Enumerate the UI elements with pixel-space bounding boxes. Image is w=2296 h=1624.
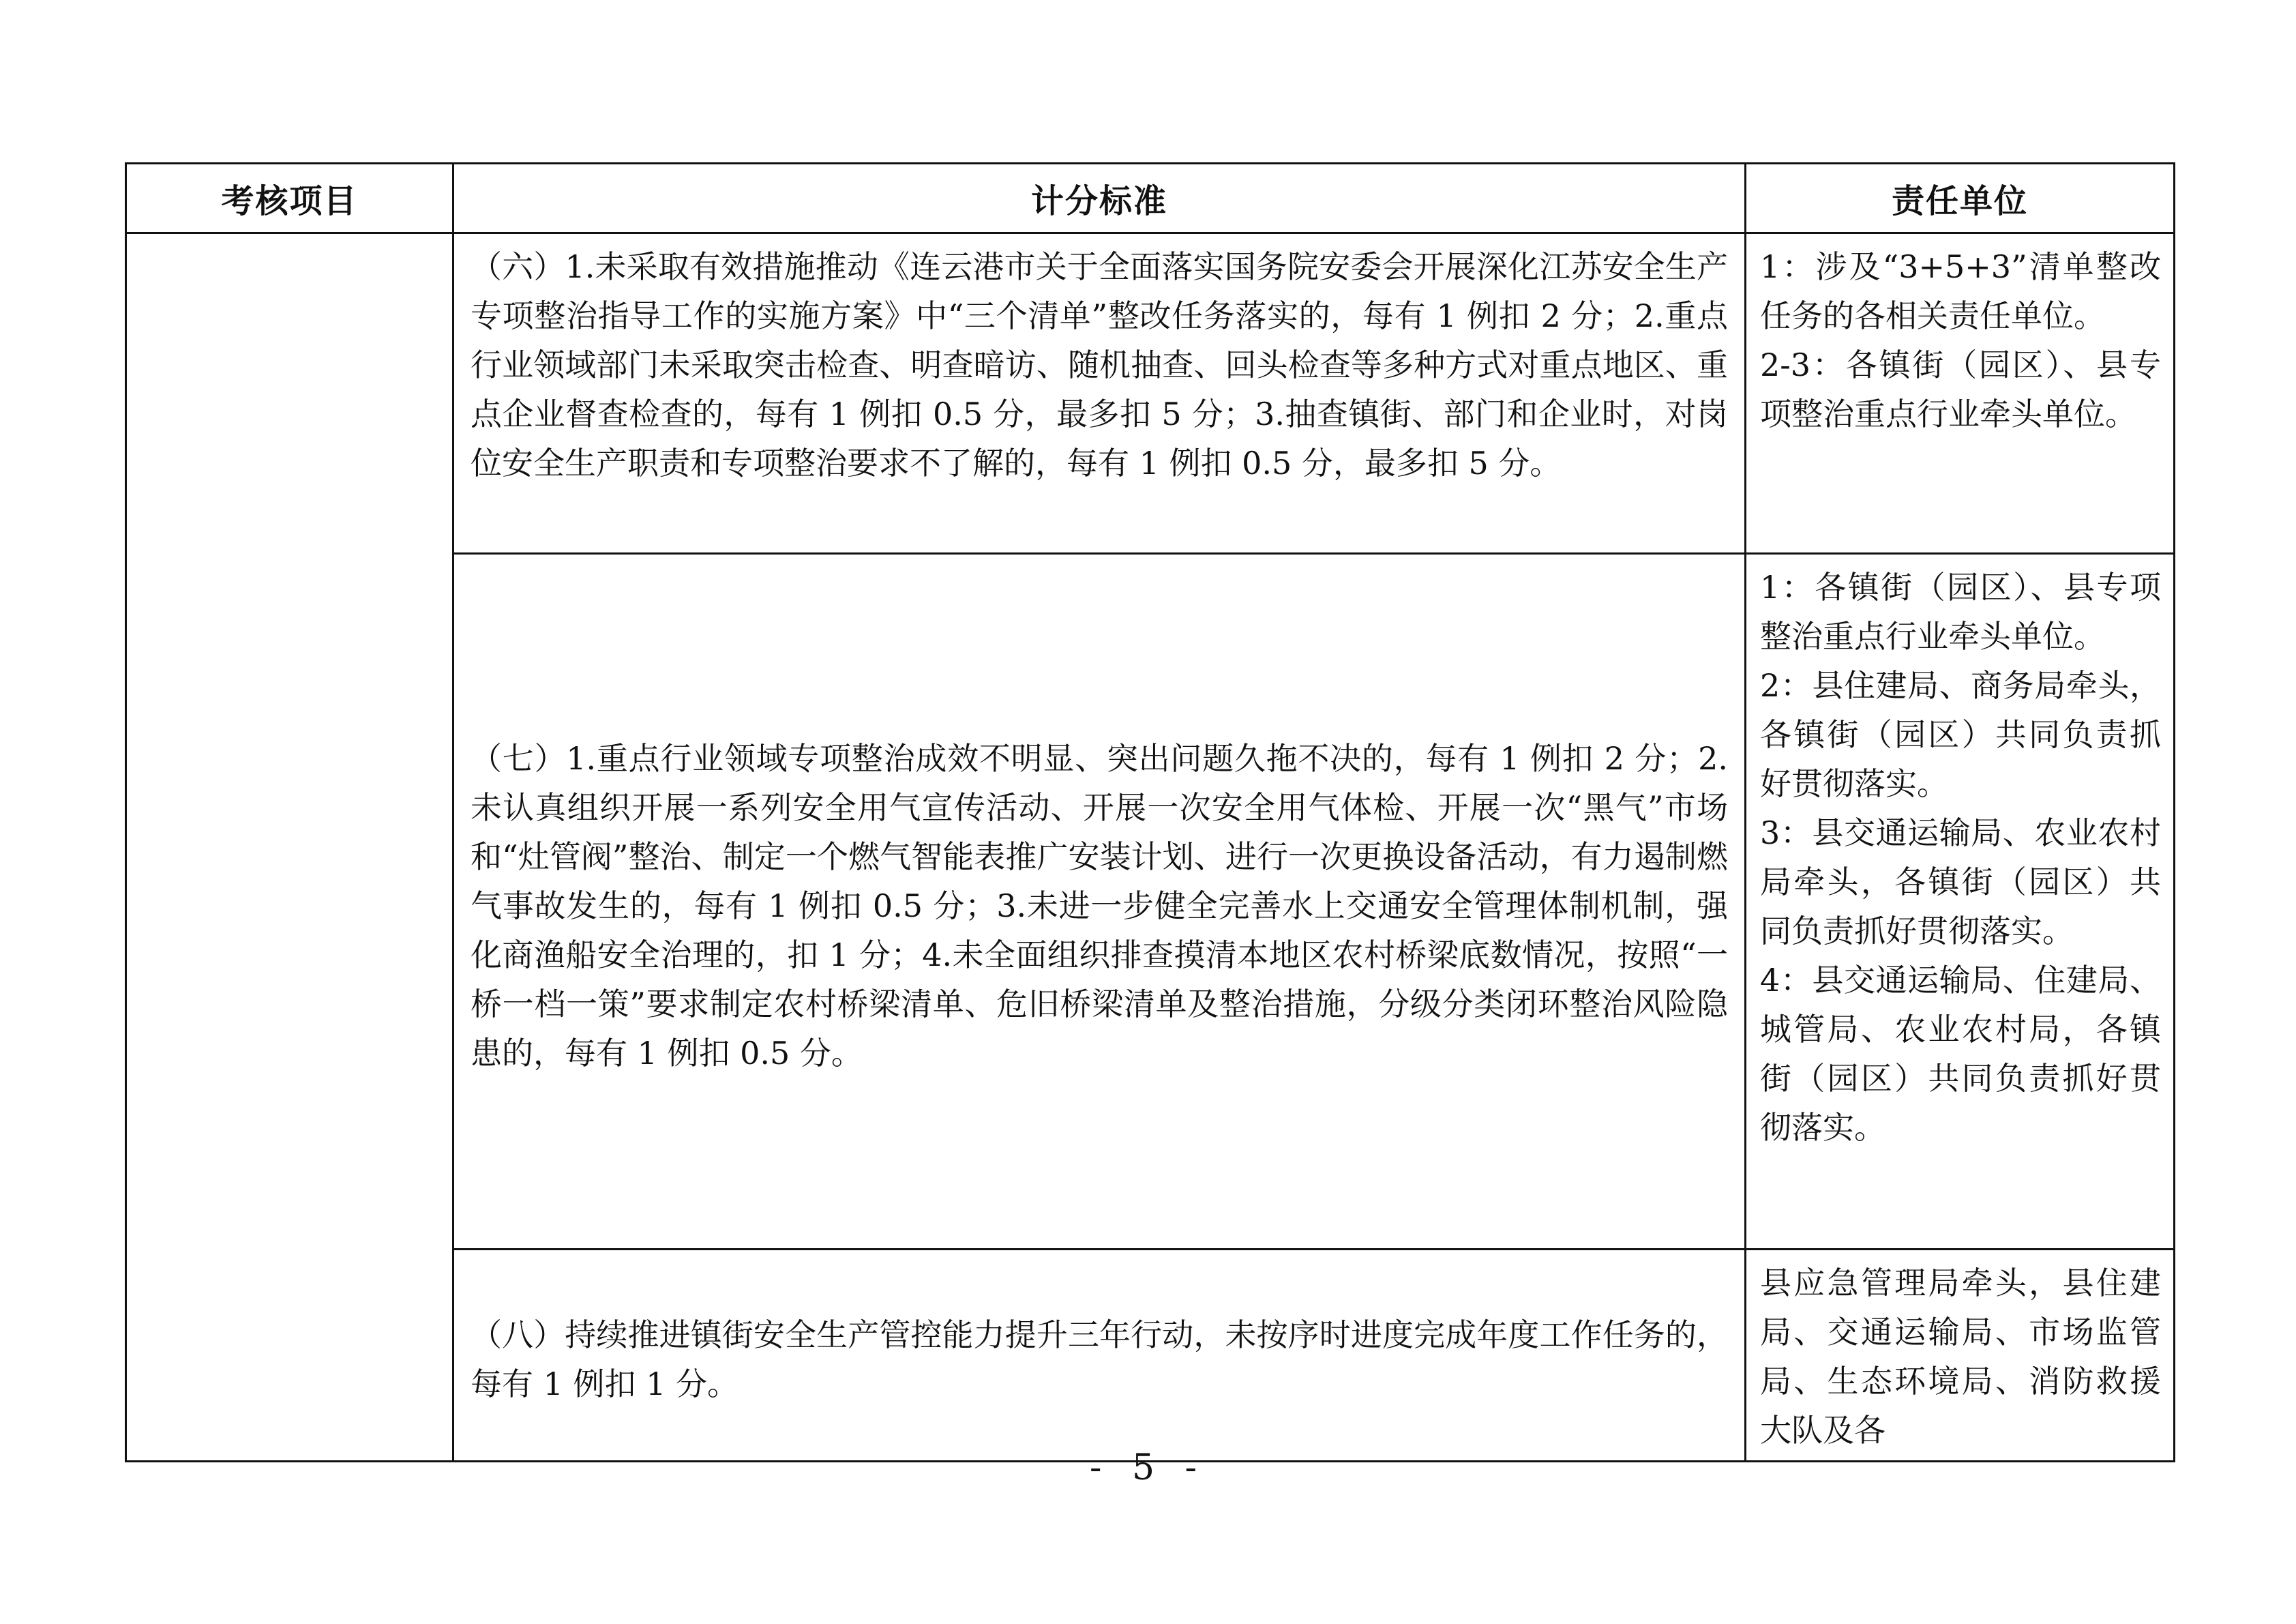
header-assessment-item: 考核项目 [126, 164, 453, 233]
scoring-standard-cell [453, 554, 1746, 1250]
table-row [126, 233, 2175, 554]
scoring-standard-text: （七）1.重点行业领域专项整治成效不明显、突出问题久拖不决的，每有 1 例扣 2 分；2.未认真组织开展一系列安全用气宣传活动、开展一次安全用气体检、开展一次“黑气”市场和“灶管阀”整治、制定一个燃气智能表推广安装计划、进行一次更换设备活动，有力遏制燃气事故发生的，每有 1 例扣 0.5 分；3.未进一步健全完善水上交通安全管理体制机制，强化商渔船安全治理的，扣 1 分；4.未全面组织排查摸清本地区农村桥梁底数情况，按照“一桥一档一策”要求制定农村桥梁清单、危旧桥梁清单及整治措施，分级分类闭环整治风险隐患的，每有 1 例扣 0.5 分。 [471, 739, 1728, 1072]
header-scoring-standard: 计分标准 [453, 164, 1746, 233]
scoring-standard-text: （六）1.未采取有效措施推动《连云港市关于全面落实国务院安委会开展深化江苏安全生产专项整治指导工作的实施方案》中“三个清单”整改任务落实的，每有 1 例扣 2 分；2.重点行业领域部门未采取突击检查、明查暗访、随机抽查、回头检查等多种方式对重点地区、重点企业督查检查的，每有 1 例扣 0.5 分，最多扣 5 分；3.抽查镇街、部门和企业时，对岗位安全生产职责和专项整治要求不了解的，每有 1 例扣 0.5 分，最多扣 5 分。 [471, 248, 1728, 482]
responsible-unit-line: 1：各镇街（园区）、县专项整治重点行业牵头单位。 [1760, 569, 2161, 655]
assessment-item-cell [126, 233, 453, 1462]
responsible-unit-line: 县应急管理局牵头，县住建局、交通运输局、市场监管局、生态环境局、消防救援大队及各 [1760, 1265, 2161, 1449]
responsible-unit-cell [1746, 1250, 2175, 1462]
scoring-standard-cell [453, 1250, 1746, 1462]
scoring-standard-text: （八）持续推进镇街安全生产管控能力提升三年行动，未按序时进度完成年度工作任务的，每有 1 例扣 1 分。 [471, 1316, 1728, 1402]
responsible-unit-cell [1746, 233, 2175, 554]
responsible-unit-line: 2-3：各镇街（园区）、县专项整治重点行业牵头单位。 [1760, 346, 2161, 432]
table-header-row [126, 164, 2175, 233]
page-number: - 5 - [1089, 1447, 1207, 1488]
responsible-unit-line: 4：县交通运输局、住建局、城管局、农业农村局，各镇街（园区）共同负责抓好贯彻落实。 [1760, 962, 2161, 1146]
responsible-unit-line: 3：县交通运输局、农业农村局牵头，各镇街（园区）共同负责抓好贯彻落实。 [1760, 814, 2161, 949]
assessment-table [125, 162, 2175, 1462]
responsible-unit-line: 1：涉及“3+5+3”清单整改任务的各相关责任单位。 [1760, 248, 2161, 334]
responsible-unit-line: 2：县住建局、商务局牵头，各镇街（园区）共同负责抓好贯彻落实。 [1760, 667, 2161, 802]
header-responsible-unit: 责任单位 [1746, 164, 2175, 233]
scoring-standard-cell [453, 233, 1746, 554]
responsible-unit-cell [1746, 554, 2175, 1250]
